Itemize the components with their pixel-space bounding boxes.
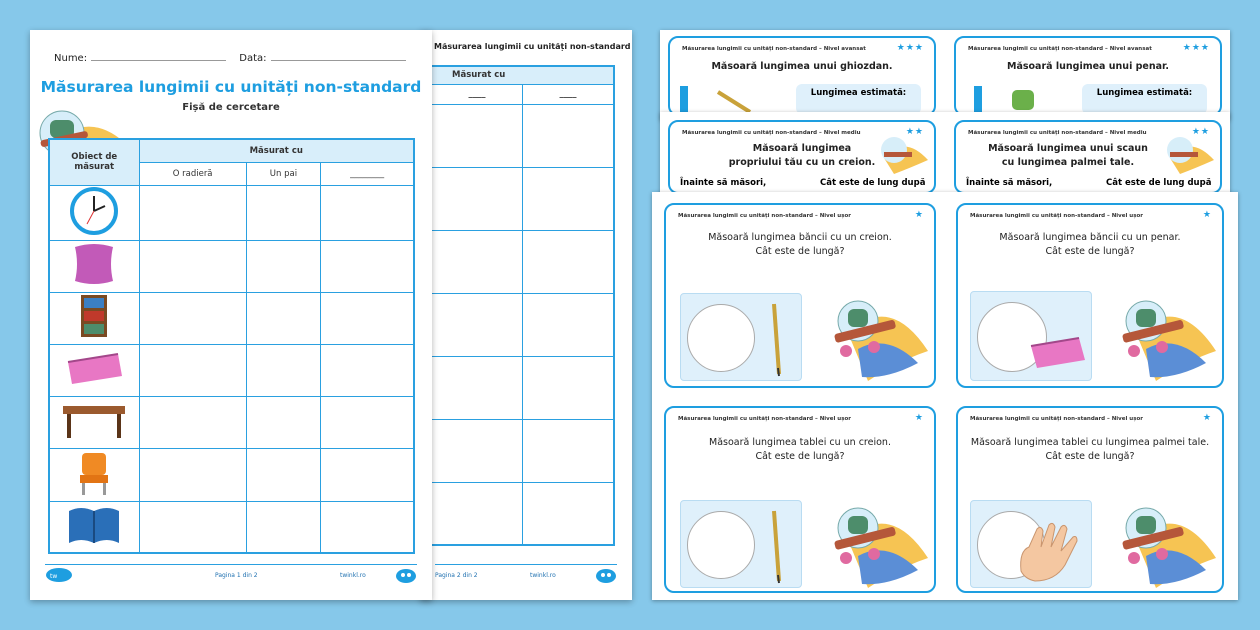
pencil-icon <box>767 509 787 585</box>
difficulty-stars: ★ <box>914 210 924 220</box>
table-row <box>49 396 414 448</box>
task-card-easy-2[interactable]: Măsurarea lungimii cu unități non-standard – Nivel ușor ★ Măsoară lungimea băncii cu un penar. Cât este de lungă? <box>956 203 1224 388</box>
twinkl-badge-icon <box>395 567 417 587</box>
footer-site: twinkl.ro <box>340 572 366 579</box>
twinkl-logo-icon <box>595 567 617 587</box>
footer-page: Pagina 1 din 2 <box>215 572 258 579</box>
table-icon <box>61 398 127 442</box>
cushion-icon <box>69 241 119 287</box>
pencil-case-icon <box>1008 86 1038 114</box>
chair-icon <box>74 449 114 497</box>
difficulty-stars: ★★ <box>905 127 924 137</box>
answer-circle[interactable] <box>687 304 755 372</box>
mascot-icon <box>828 293 930 383</box>
table-row <box>49 448 414 501</box>
table-header-measured: Măsurat cu <box>431 66 614 84</box>
table-row <box>49 185 414 240</box>
mascot-icon <box>1160 130 1216 174</box>
worksheet-page-2 <box>420 30 632 600</box>
hand-icon <box>1015 521 1093 583</box>
table-header-measured: Măsurat cu <box>139 139 414 162</box>
footer <box>45 564 417 586</box>
answer-circle[interactable] <box>687 511 755 579</box>
footer-site: twinkl.ro <box>530 572 556 579</box>
bookshelf-icon <box>79 293 109 339</box>
pencil-case-icon <box>62 348 126 388</box>
table-row <box>49 501 414 553</box>
subheader-straw: Un pai <box>246 162 320 185</box>
ruler-icon <box>680 86 688 112</box>
drawing-area[interactable] <box>970 500 1092 588</box>
mascot-icon <box>828 500 930 590</box>
task-card-easy-3[interactable]: Măsurarea lungimii cu unități non-standard – Nivel ușor ★ Măsoară lungimea tablei cu un creion. Cât este de lungă? <box>664 406 936 593</box>
name-date-row <box>54 52 416 64</box>
drawing-area[interactable] <box>680 293 802 381</box>
drawing-area[interactable] <box>970 291 1092 381</box>
subheader-eraser: O radieră <box>139 162 246 185</box>
difficulty-stars: ★ <box>1202 210 1212 220</box>
measurement-table <box>48 138 415 554</box>
task-card-medium-2[interactable]: Măsurarea lungimii cu unități non-standard – Nivel mediu ★★ Măsoară lungimea unui scaun cu lungimea palmei tale. Înainte să măsori, Cât este de lung după <box>954 120 1222 194</box>
task-card-advanced-2[interactable]: Măsurarea lungimii cu unități non-standard – Nivel avansat ★★★ Măsoară lungimea unui penar. Lungimea estimată: <box>954 36 1222 116</box>
ruler-icon <box>974 86 982 112</box>
difficulty-stars: ★★ <box>1191 127 1210 137</box>
footer <box>435 564 617 586</box>
task-card-easy-4[interactable]: Măsurarea lungimii cu unități non-standard – Nivel ușor ★ Măsoară lungimea tablei cu lungimea palmei tale. Cât este de lungă? <box>956 406 1224 593</box>
page-title: Măsurarea lungimii cu unități non-standard <box>40 78 422 96</box>
difficulty-stars: ★★★ <box>1182 43 1210 53</box>
table-header-object: Obiect de măsurat <box>49 139 139 185</box>
svg-text:tw: tw <box>50 573 58 580</box>
task-card-advanced-1[interactable]: Măsurarea lungimii cu unități non-standard – Nivel avansat ★★★ Măsoară lungimea unui ghiozdan. Lungimea estimată: <box>668 36 936 116</box>
table-row <box>49 344 414 396</box>
mascot-icon <box>1116 500 1218 590</box>
drawing-area[interactable] <box>680 500 802 588</box>
table-row <box>49 240 414 292</box>
worksheet-back-title: Măsurarea lungimii cu unități non-standard <box>434 42 631 51</box>
date-label: Data: <box>239 53 267 64</box>
name-label: Nume: <box>54 53 88 64</box>
mascot-icon <box>874 130 930 174</box>
task-card-medium-1[interactable]: Măsurarea lungimii cu unități non-standard – Nivel mediu ★★ Măsoară lungimea propriului tău cu un creion. Înainte să măsori, Cât este de lung după <box>668 120 936 194</box>
book-icon <box>65 503 123 547</box>
worksheet-back-table: Măsurat cu ____ ____ <box>430 65 615 546</box>
subheader-blank: ________ <box>321 162 414 185</box>
twinkl-logo-icon <box>45 567 73 585</box>
worksheet-page-1 <box>30 30 432 600</box>
table-row <box>49 292 414 344</box>
pencil-icon <box>767 302 787 378</box>
difficulty-stars: ★ <box>1202 413 1212 423</box>
difficulty-stars: ★★★ <box>896 43 924 53</box>
clock-icon <box>69 186 119 236</box>
task-card-easy-1[interactable]: Măsurarea lungimii cu unități non-standard – Nivel ușor ★ Măsoară lungimea băncii cu un creion. Cât este de lungă? <box>664 203 936 388</box>
difficulty-stars: ★ <box>914 413 924 423</box>
page-subtitle: Fișă de cercetare <box>182 102 280 113</box>
footer-page: Pagina 2 din 2 <box>435 572 478 579</box>
mascot-icon <box>1116 293 1218 383</box>
pencil-case-icon <box>1027 332 1089 372</box>
name-line[interactable] <box>91 52 226 61</box>
date-line[interactable] <box>271 52 406 61</box>
